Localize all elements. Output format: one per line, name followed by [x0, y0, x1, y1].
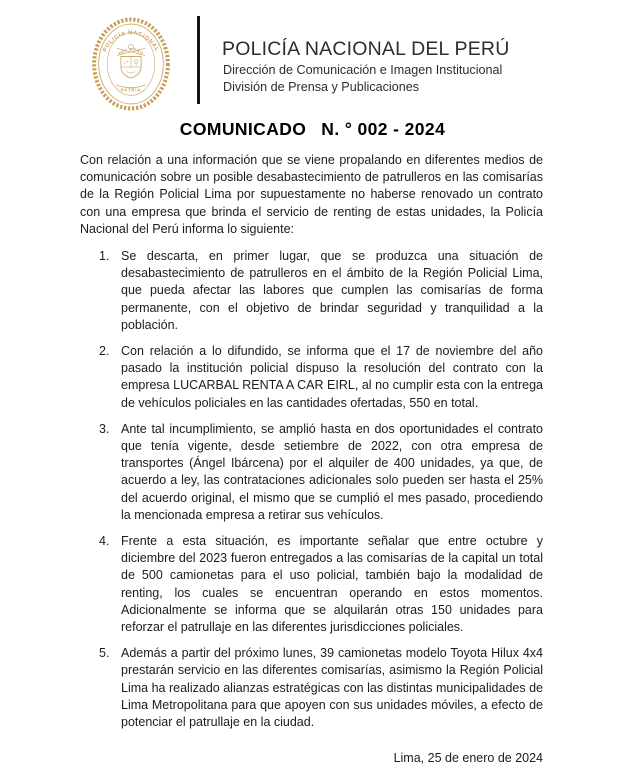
item-number: 3.	[99, 421, 110, 436]
org-name: POLICÍA NACIONAL DEL PERÚ	[222, 38, 510, 60]
list-item	[80, 533, 543, 636]
title-word: COMUNICADO	[179, 119, 307, 139]
item-number: 2.	[99, 344, 110, 359]
dept-block	[223, 62, 502, 96]
svg-text:DEL PERÚ	[117, 47, 144, 56]
intro-paragraph: Con relación a una información que se viene propalando en diferentes medios de comunicación sobre un posible desabastecimiento de patrulleros en las comisarías de la Región Policial Lima por supuestamente no haberse renovado un contrato con una empresa que brinda el servicio de renting de estas unidades, la Policía Nacional del Perú informa lo siguiente:	[80, 153, 543, 236]
dept-line-1: Dirección de Comunicación e Imagen Institucional	[223, 63, 503, 77]
item-text: Ante tal incumplimiento, se amplió hasta en dos oportunidades el contrato que tenía vigente, desde setiembre de 2022, con otra empresa de transportes (Ángel Ibárcena) por el alquiler de 400 unidades, ya que, de acuerdo a ley, las contrataciones adicionales solo pueden ser hasta el 25% del acuerdo original, el mismo que se cumplió el mes pasado, procediendo la mencionada empresa a retirar sus vehículos.	[121, 421, 543, 522]
pnp-emblem-icon	[90, 16, 172, 112]
list-item	[80, 645, 543, 731]
list-item	[80, 421, 543, 524]
item-text: Con relación a lo difundido, se informa que el 17 de noviembre del año pasado la institución policial dispuso la resolución del contrato con la empresa LUCARBAL RENTA A CAR EIRL, al no cumplir esta con la entrega de vehículos policiales en las cantidades ofertadas, 550 en total.	[121, 344, 543, 410]
item-number: 4.	[99, 534, 110, 549]
document-body	[80, 152, 543, 768]
dept-line-2: División de Prensa y Publicaciones	[223, 80, 420, 94]
emblem-top-text: POLICÍA NACIONAL	[102, 30, 160, 54]
item-text: Frente a esta situación, es importante señalar que entre octubre y diciembre del 2023 fueron entregados a las comisarías de la capital un total de 500 camionetas para el uso policial, también bajo la modalidad de renting, los cuales se encuentran operando en estos momentos. Adicionalmente se informa que se alquilarán otras 150 unidades para reforzar el patrullaje en las diferentes jurisdicciones policiales.	[121, 534, 543, 635]
title-number: N. ° 002 - 2024	[321, 119, 446, 139]
document-title	[0, 119, 625, 140]
emblem-coat-of-arms	[117, 44, 145, 78]
header-divider	[197, 16, 200, 104]
date-line: Lima, 25 de enero de 2024	[393, 751, 543, 766]
item-text: Además a partir del próximo lunes, 39 camionetas modelo Toyota Hilux 4x4 prestarán servicio en las diferentes comisarías, asimismo la Región Policial Lima ha realizado alianzas estratégicas con las distintas municipalidades de Lima Metropolitana para que apoyen con sus unidades móviles, a efecto de potenciar el patrullaje en la ciudad.	[121, 646, 543, 730]
numbered-list	[80, 248, 543, 731]
item-text: Se descarta, en primer lugar, que se produzca una situación de desabastecimiento de patrulleros en el ámbito de la Región Policial Lima, que pueda afectar las labores que cumplen las comisarías de forma permanente, con el objetivo de brindar seguridad y tranquilidad a la población.	[121, 249, 543, 332]
list-item	[80, 343, 543, 412]
item-number: 1.	[99, 249, 110, 264]
emblem-bottom-text: PATRIA	[120, 87, 142, 93]
item-number: 5.	[99, 646, 110, 661]
list-item	[80, 248, 543, 334]
emblem-mid-text: DEL PERÚ	[117, 46, 145, 57]
